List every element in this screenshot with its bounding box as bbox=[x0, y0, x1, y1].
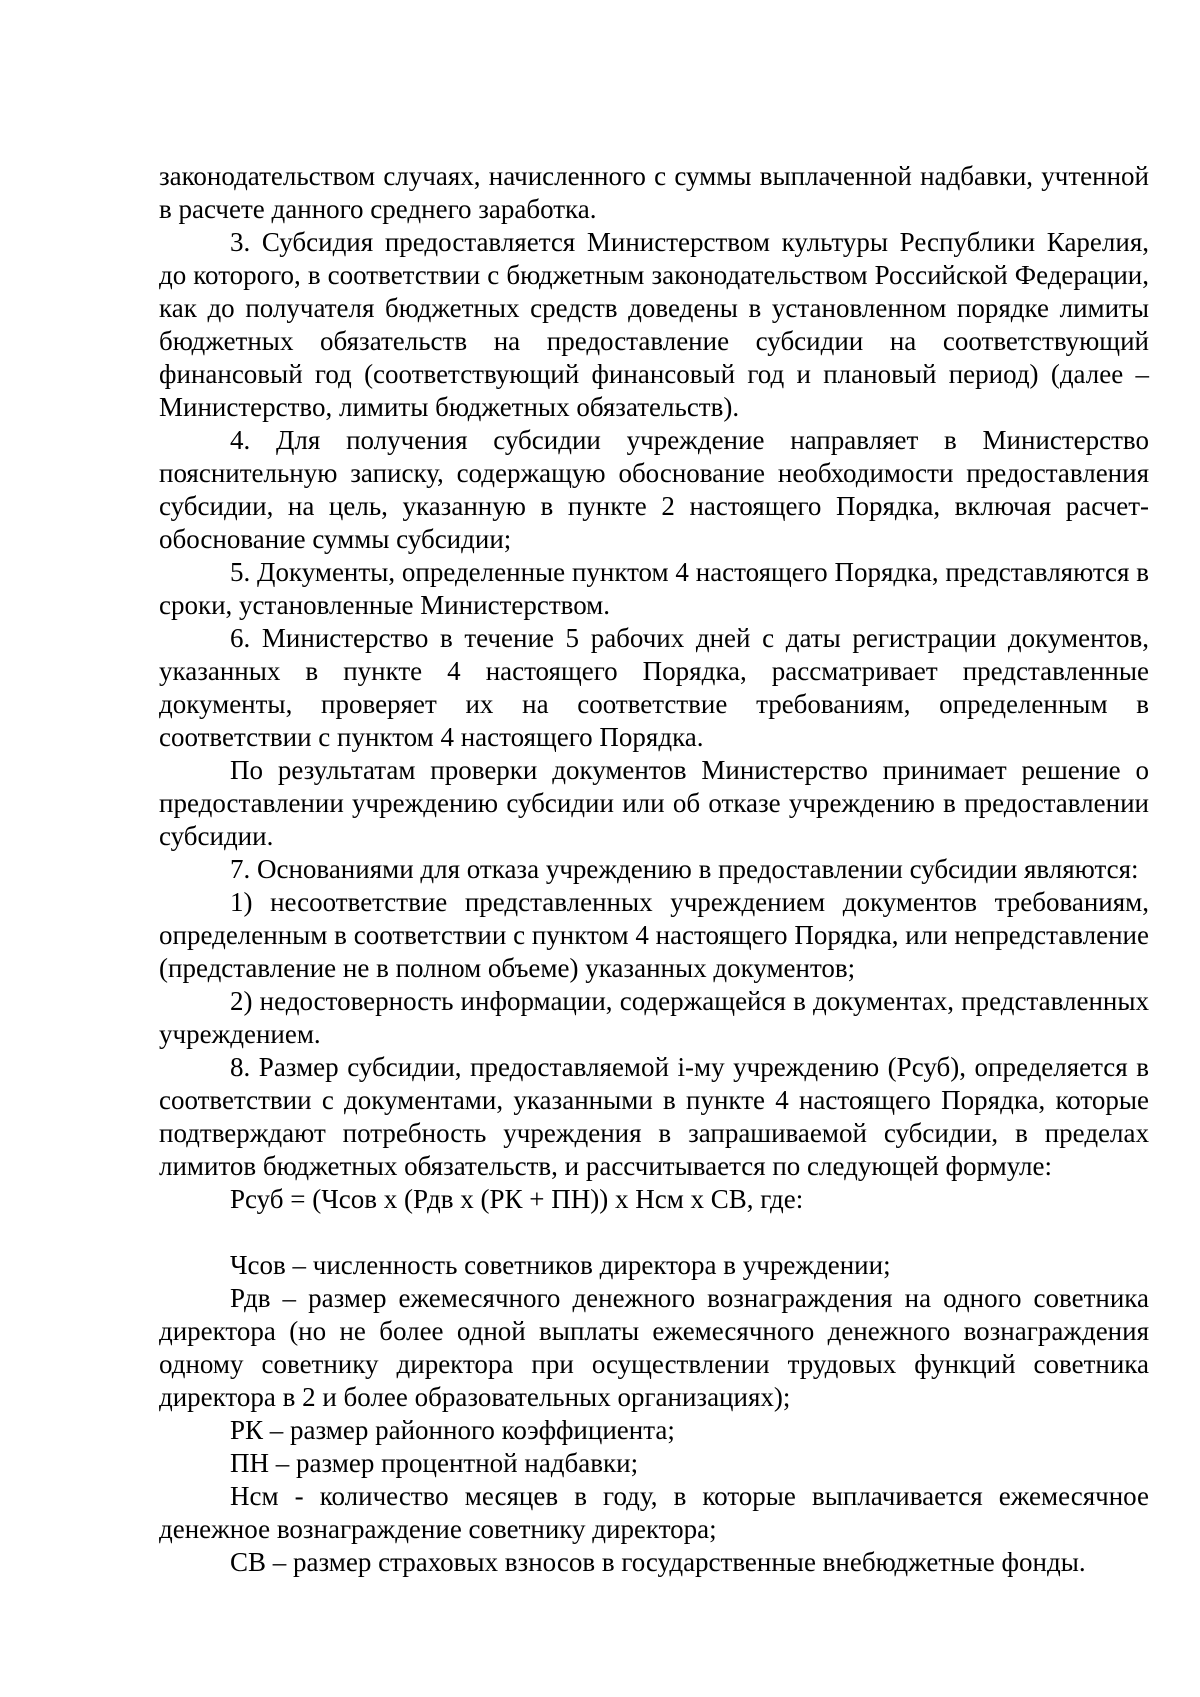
paragraph-item-8: 8. Размер субсидии, предоставляемой i-му учреждению (Рсуб), определяется в соответствии с документами, указанными в пункте 4 настоящего Порядка, которые подтверждают потребность учреждения в запрашиваемой субсидии, в пределах лимитов бюджетных обязательств, и рассчитывается по следующей формуле: bbox=[159, 1052, 1149, 1181]
definition-sv: СВ – размер страховых взносов в государственные внебюджетные фонды. bbox=[230, 1547, 1086, 1577]
paragraph-item-6-decision: По результатам проверки документов Министерство принимает решение о предоставлении учреждению субсидии или об отказе учреждению в предоставлении субсидии. bbox=[159, 755, 1149, 851]
definition-pn: ПН – размер процентной надбавки; bbox=[230, 1448, 639, 1478]
paragraph-item-5: 5. Документы, определенные пунктом 4 настоящего Порядка, представляются в сроки, установленные Министерством. bbox=[159, 557, 1149, 620]
document-page bbox=[159, 160, 1149, 1579]
subsidy-formula: Рсуб = (Чсов х (Рдв х (РК + ПН)) х Нсм х СВ, где: bbox=[230, 1184, 804, 1214]
paragraph-item-7-2: 2) недостоверность информации, содержащейся в документах, представленных учреждением. bbox=[159, 986, 1149, 1049]
blank-line bbox=[159, 1216, 1149, 1249]
paragraph-item-7: 7. Основаниями для отказа учреждению в предоставлении субсидии являются: bbox=[230, 854, 1139, 884]
definition-rdv: Рдв – размер ежемесячного денежного вознаграждения на одного советника директора (но не более одной выплаты ежемесячного денежного вознаграждения одному советнику директора при осуществлении трудовых функций советника директора в 2 и более образовательных организациях); bbox=[159, 1283, 1149, 1412]
paragraph-item-4: 4. Для получения субсидии учреждение направляет в Министерство пояснительную записку, содержащую обоснование необходимости предоставления субсидии, на цель, указанную в пункте 2 настоящего Порядка, включая расчет-обоснование суммы субсидии; bbox=[159, 425, 1149, 554]
paragraph-item-7-1: 1) несоответствие представленных учреждением документов требованиям, определенным в соответствии с пунктом 4 настоящего Порядка, или непредставление (представление не в полном объеме) указанных документов; bbox=[159, 887, 1149, 983]
paragraph-item-3: 3. Субсидия предоставляется Министерством культуры Республики Карелия, до которого, в соответствии с бюджетным законодательством Российской Федерации, как до получателя бюджетных средств доведены в установленном порядке лимиты бюджетных обязательств на предоставление субсидии на соответствующий финансовый год (соответствующий финансовый год и плановый период) (далее – Министерство, лимиты бюджетных обязательств). bbox=[159, 227, 1149, 422]
definition-rk: РК – размер районного коэффициента; bbox=[230, 1415, 675, 1445]
definition-chsov: Чсов – численность советников директора в учреждении; bbox=[230, 1250, 891, 1280]
definition-nsm: Нсм - количество месяцев в году, в которые выплачивается ежемесячное денежное вознаграждение советнику директора; bbox=[159, 1481, 1149, 1544]
paragraph-continuation: законодательством случаях, начисленного с суммы выплаченной надбавки, учтенной в расчете данного среднего заработка. bbox=[159, 161, 1149, 224]
paragraph-item-6: 6. Министерство в течение 5 рабочих дней с даты регистрации документов, указанных в пункте 4 настоящего Порядка, рассматривает представленные документы, проверяет их на соответствие требованиям, определенным в соответствии с пунктом 4 настоящего Порядка. bbox=[159, 623, 1149, 752]
